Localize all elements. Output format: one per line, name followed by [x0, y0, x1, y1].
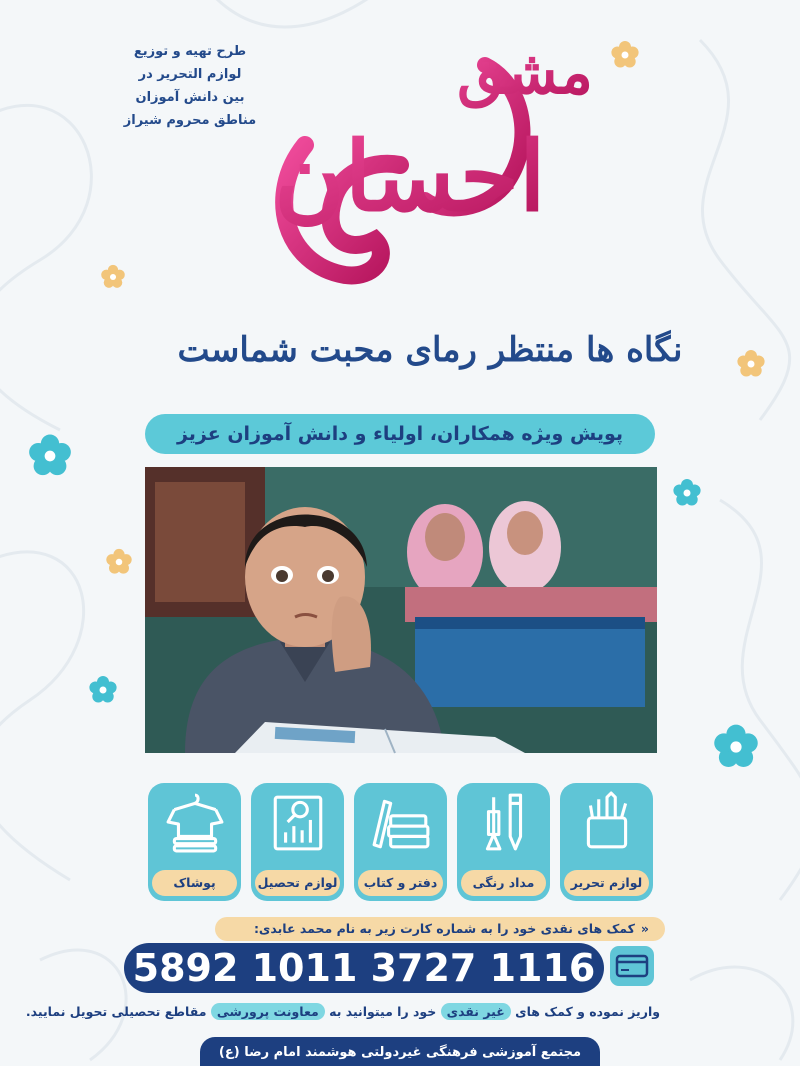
intro-line: بین دانش آموزان [135, 90, 245, 105]
category-label: مداد رنگی [461, 870, 546, 896]
category-card [457, 783, 550, 901]
clothing-icon [164, 791, 226, 853]
card-number[interactable]: 5892 1011 3727 1116 [124, 943, 604, 993]
donation-note [215, 917, 665, 941]
slogan: نگاه ها منتظر رمای محبت شماست [177, 330, 683, 370]
category-card [354, 783, 447, 901]
flower-icon [105, 548, 133, 576]
school-name-footer: مجتمع آموزشی فرهنگی غیردولتی هوشمند امام رضا (ع) [200, 1037, 600, 1066]
intro-line: طرح تهیه و توزیع [133, 44, 247, 59]
pencil-brush-icon [473, 791, 535, 853]
logo-word-ehsan: احسان [274, 120, 546, 233]
pencil-cup-icon [576, 791, 638, 853]
campaign-ribbon: پویش ویژه همکاران، اولیاء و دانش آموزان عزیز [145, 414, 655, 454]
deposit-text: واریز نموده و کمک های [515, 1004, 660, 1019]
double-chevron-icon: « [640, 921, 649, 936]
category-card [251, 783, 344, 901]
flower-icon [88, 675, 118, 705]
bank-card-icon [609, 945, 655, 987]
category-label: دفتر و کتاب [358, 870, 443, 896]
logo-word-mashgh: مشق [457, 38, 593, 108]
intro-line: مناطق محروم شیراز [123, 113, 257, 128]
flower-icon [736, 349, 766, 379]
flower-icon [672, 478, 702, 508]
donation-note-text: کمک های نقدی خود را به شماره کارت زیر به نام محمد عابدی: [253, 921, 635, 936]
books-icon [370, 791, 432, 853]
donation-categories [148, 783, 653, 901]
deposit-text: خود را میتوانید به [329, 1004, 437, 1019]
highlight-deputy-office: معاونت پرورشی [211, 1003, 325, 1020]
flower-icon [712, 723, 760, 771]
classroom-photo [145, 467, 657, 753]
category-card [148, 783, 241, 901]
category-card [560, 783, 653, 901]
category-label: لوازم تحصیل [255, 870, 340, 896]
category-label: لوازم تحریر [564, 870, 649, 896]
flower-icon [27, 433, 73, 479]
campaign-logo [225, 25, 593, 295]
flower-icon [100, 264, 126, 290]
category-label: پوشاک [152, 870, 237, 896]
highlight-non-cash: غیر نقدی [441, 1003, 511, 1020]
deposit-instructions [25, 1001, 660, 1023]
intro-line: لوازم التحریر در [138, 67, 242, 82]
flower-icon [610, 40, 640, 70]
deposit-text: مقاطع تحصیلی تحویل نمایید. [25, 1004, 207, 1019]
study-chart-icon [267, 791, 329, 853]
